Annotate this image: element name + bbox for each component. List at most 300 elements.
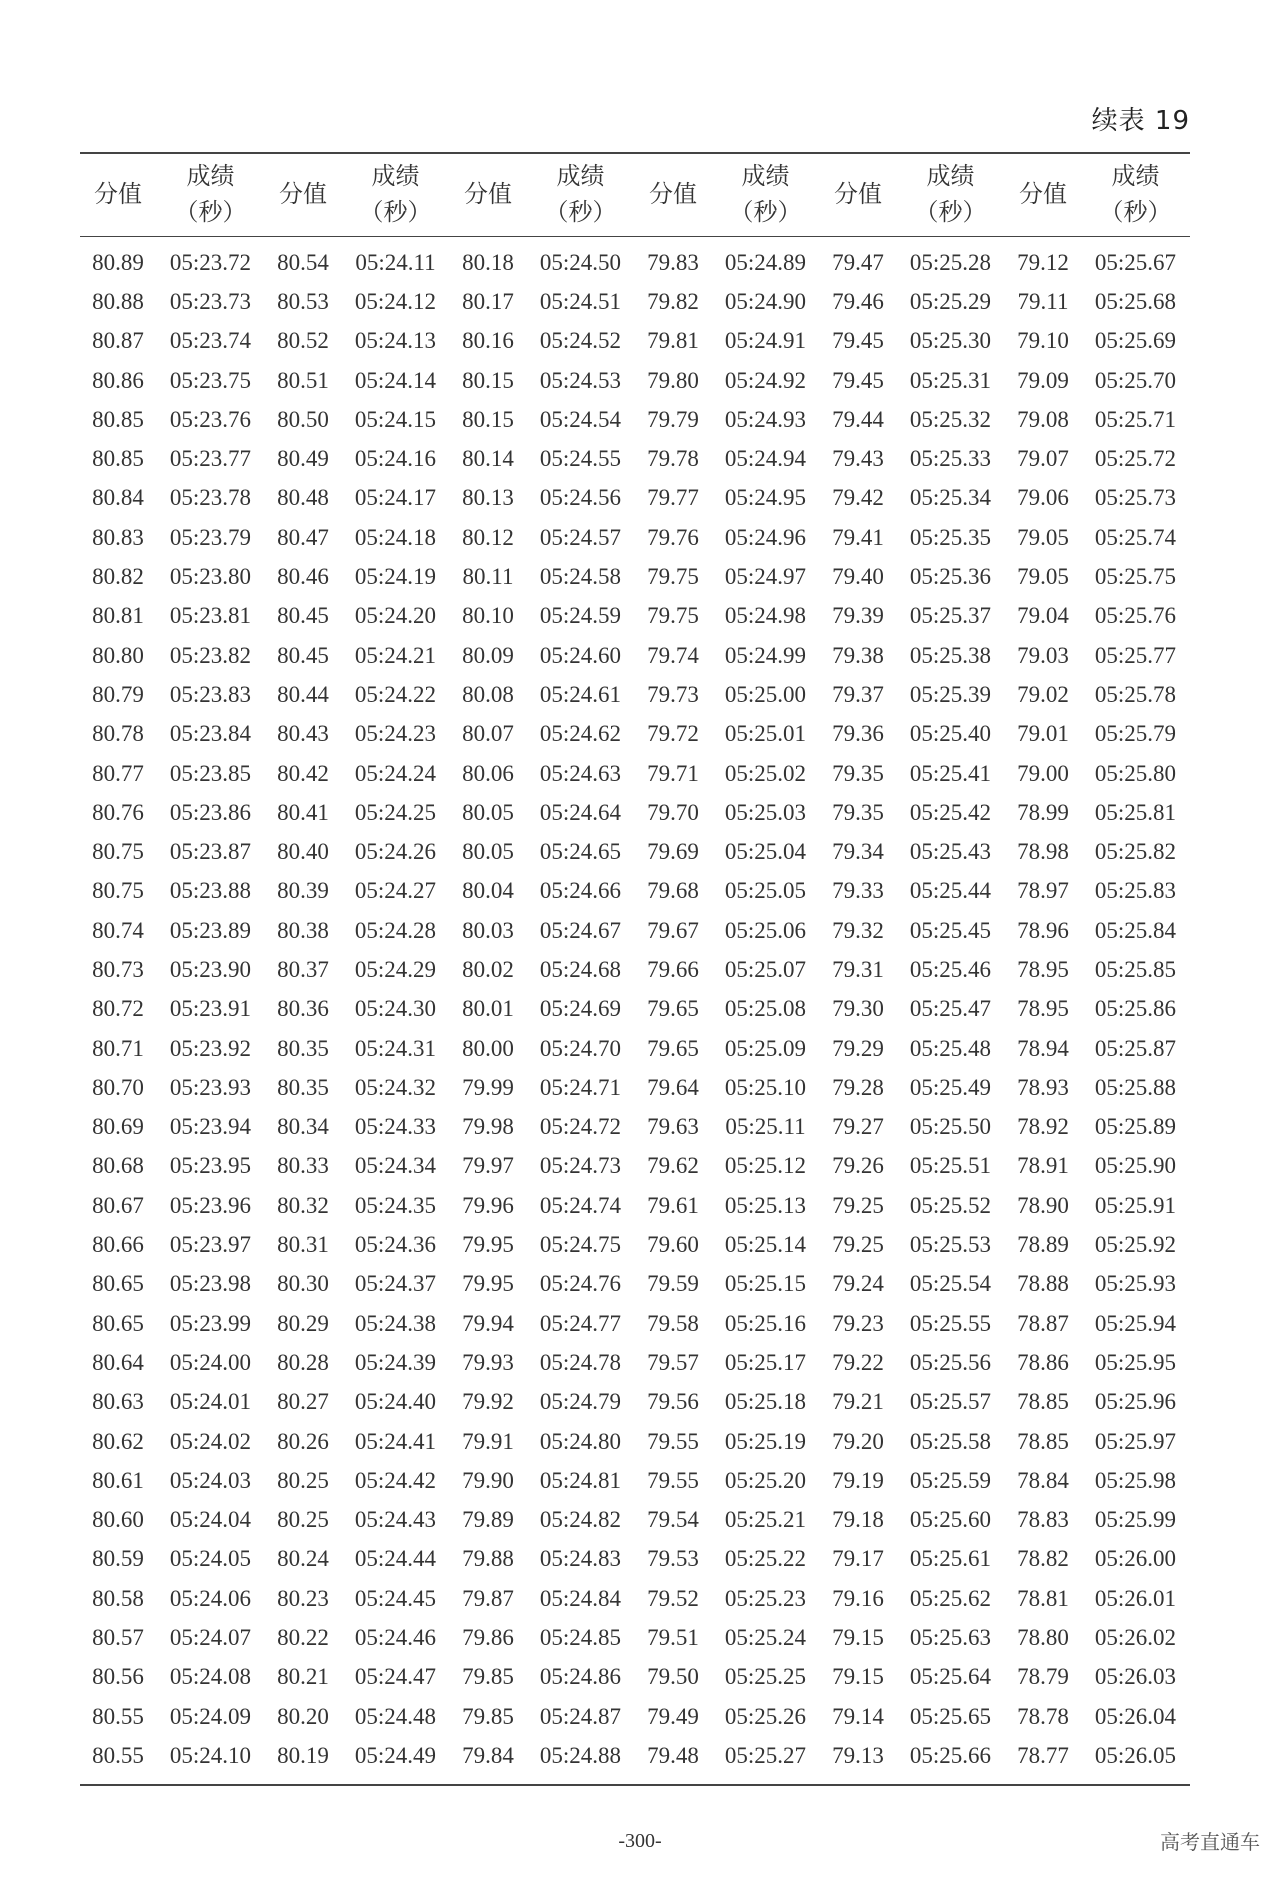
- score-cell: 80.03: [462, 917, 514, 943]
- score-cell: 78.82: [1017, 1546, 1069, 1572]
- score-cell: 79.52: [647, 1585, 699, 1611]
- score-cell: 80.15: [462, 406, 514, 432]
- score-cell: 79.46: [832, 288, 884, 314]
- time-cell: 05:24.02: [169, 1428, 252, 1454]
- score-cell: 79.73: [647, 681, 699, 707]
- score-cell: 78.85: [1017, 1428, 1069, 1454]
- time-cell: 05:25.10: [724, 1074, 807, 1100]
- time-cell: 05:25.33: [909, 446, 992, 472]
- time-cell: 05:24.96: [724, 524, 807, 550]
- score-cell: 78.86: [1017, 1349, 1069, 1375]
- score-cell: 80.46: [277, 564, 329, 590]
- score-cell: 79.15: [832, 1625, 884, 1651]
- time-cell: 05:23.89: [169, 917, 252, 943]
- time-cell: 05:25.30: [909, 328, 992, 354]
- time-cell: 05:26.02: [1094, 1625, 1177, 1651]
- table-row: [80, 715, 1190, 754]
- time-cell: 05:23.76: [169, 406, 252, 432]
- time-cell: 05:25.78: [1094, 681, 1177, 707]
- time-cell: 05:25.16: [724, 1310, 807, 1336]
- score-cell: 80.84: [92, 485, 144, 511]
- time-cell: 05:23.78: [169, 485, 252, 511]
- score-cell: 79.40: [832, 564, 884, 590]
- score-cell: 80.07: [462, 721, 514, 747]
- time-cell: 05:23.80: [169, 564, 252, 590]
- score-cell: 79.69: [647, 839, 699, 865]
- table-row: [80, 1461, 1190, 1500]
- score-cell: 80.23: [277, 1585, 329, 1611]
- time-cell: 05:25.51: [909, 1153, 992, 1179]
- table-row: [80, 1029, 1190, 1068]
- score-cell: 80.44: [277, 681, 329, 707]
- header-time: [711, 153, 820, 237]
- score-cell: 80.16: [462, 328, 514, 354]
- score-cell: 79.16: [832, 1585, 884, 1611]
- time-cell: 05:24.15: [354, 406, 437, 432]
- score-cell: 79.31: [832, 956, 884, 982]
- time-cell: 05:24.20: [354, 603, 437, 629]
- table-row: [80, 557, 1190, 596]
- time-cell: 05:24.51: [539, 288, 622, 314]
- table-row: [80, 439, 1190, 478]
- time-cell: 05:25.72: [1094, 446, 1177, 472]
- time-cell: 05:24.95: [724, 485, 807, 511]
- header-time-unit: （秒）: [914, 198, 987, 226]
- score-cell: 79.97: [462, 1153, 514, 1179]
- time-cell: 05:24.54: [539, 406, 622, 432]
- time-cell: 05:24.57: [539, 524, 622, 550]
- time-cell: 05:25.68: [1094, 288, 1177, 314]
- score-cell: 79.15: [832, 1664, 884, 1690]
- score-cell: 80.32: [277, 1192, 329, 1218]
- time-cell: 05:24.85: [539, 1625, 622, 1651]
- time-cell: 05:24.44: [354, 1546, 437, 1572]
- time-cell: 05:25.71: [1094, 406, 1177, 432]
- score-cell: 80.69: [92, 1114, 144, 1140]
- score-cell: 79.95: [462, 1232, 514, 1258]
- time-cell: 05:24.31: [354, 1035, 437, 1061]
- time-cell: 05:25.26: [724, 1703, 807, 1729]
- time-cell: 05:24.64: [539, 799, 622, 825]
- table-header-row: [80, 153, 1190, 237]
- score-table: [80, 152, 1190, 1786]
- score-cell: 79.34: [832, 839, 884, 865]
- score-cell: 80.60: [92, 1507, 144, 1533]
- score-cell: 79.44: [832, 406, 884, 432]
- time-cell: 05:24.88: [539, 1742, 622, 1768]
- score-cell: 79.55: [647, 1428, 699, 1454]
- time-cell: 05:25.74: [1094, 524, 1177, 550]
- time-cell: 05:26.03: [1094, 1664, 1177, 1690]
- header-score: 分值: [649, 180, 697, 208]
- score-cell: 79.88: [462, 1546, 514, 1572]
- time-cell: 05:24.41: [354, 1428, 437, 1454]
- score-cell: 80.55: [92, 1703, 144, 1729]
- score-cell: 80.87: [92, 328, 144, 354]
- score-cell: 79.83: [647, 249, 699, 275]
- score-cell: 79.01: [1017, 721, 1069, 747]
- time-cell: 05:24.55: [539, 446, 622, 472]
- time-cell: 05:24.35: [354, 1192, 437, 1218]
- time-cell: 05:25.86: [1094, 996, 1177, 1022]
- table-row: [80, 1265, 1190, 1304]
- score-cell: 78.87: [1017, 1310, 1069, 1336]
- score-cell: 79.22: [832, 1349, 884, 1375]
- time-cell: 05:24.49: [354, 1742, 437, 1768]
- time-cell: 05:24.78: [539, 1349, 622, 1375]
- score-cell: 80.12: [462, 524, 514, 550]
- time-cell: 05:25.58: [909, 1428, 992, 1454]
- score-cell: 80.49: [277, 446, 329, 472]
- time-cell: 05:24.67: [539, 917, 622, 943]
- time-cell: 05:23.85: [169, 760, 252, 786]
- time-cell: 05:24.27: [354, 878, 437, 904]
- score-cell: 80.05: [462, 799, 514, 825]
- time-cell: 05:24.33: [354, 1114, 437, 1140]
- time-cell: 05:24.48: [354, 1703, 437, 1729]
- score-cell: 80.08: [462, 681, 514, 707]
- time-cell: 05:24.00: [169, 1349, 252, 1375]
- score-cell: 80.88: [92, 288, 144, 314]
- score-cell: 80.70: [92, 1074, 144, 1100]
- score-cell: 79.39: [832, 603, 884, 629]
- time-cell: 05:24.68: [539, 956, 622, 982]
- header-time-label: 成绩: [1111, 162, 1160, 190]
- time-cell: 05:24.18: [354, 524, 437, 550]
- score-cell: 80.71: [92, 1035, 144, 1061]
- time-cell: 05:25.77: [1094, 642, 1177, 668]
- table-row: [80, 282, 1190, 321]
- score-cell: 79.33: [832, 878, 884, 904]
- time-cell: 05:25.84: [1094, 917, 1177, 943]
- score-cell: 79.30: [832, 996, 884, 1022]
- score-cell: 80.37: [277, 956, 329, 982]
- header-score: 分值: [279, 180, 327, 208]
- score-cell: 79.65: [647, 1035, 699, 1061]
- header-time-unit: （秒）: [174, 198, 247, 226]
- score-cell: 80.39: [277, 878, 329, 904]
- score-cell: 79.38: [832, 642, 884, 668]
- time-cell: 05:25.01: [724, 721, 807, 747]
- score-cell: 79.04: [1017, 603, 1069, 629]
- time-cell: 05:24.73: [539, 1153, 622, 1179]
- time-cell: 05:25.92: [1094, 1232, 1177, 1258]
- table-row: [80, 872, 1190, 911]
- header-time: [896, 153, 1005, 237]
- score-cell: 78.98: [1017, 839, 1069, 865]
- time-cell: 05:25.18: [724, 1389, 807, 1415]
- score-cell: 79.92: [462, 1389, 514, 1415]
- time-cell: 05:25.76: [1094, 603, 1177, 629]
- score-cell: 79.66: [647, 956, 699, 982]
- score-cell: 79.91: [462, 1428, 514, 1454]
- time-cell: 05:25.98: [1094, 1467, 1177, 1493]
- table-row: [80, 1383, 1190, 1422]
- score-cell: 79.59: [647, 1271, 699, 1297]
- time-cell: 05:24.92: [724, 367, 807, 393]
- score-cell: 79.18: [832, 1507, 884, 1533]
- score-cell: 79.09: [1017, 367, 1069, 393]
- time-cell: 05:24.98: [724, 603, 807, 629]
- table-row: [80, 361, 1190, 400]
- table-row: [80, 1343, 1190, 1382]
- time-cell: 05:25.46: [909, 956, 992, 982]
- time-cell: 05:24.47: [354, 1664, 437, 1690]
- time-cell: 05:24.07: [169, 1625, 252, 1651]
- time-cell: 05:25.82: [1094, 839, 1177, 865]
- time-cell: 05:24.76: [539, 1271, 622, 1297]
- score-cell: 79.02: [1017, 681, 1069, 707]
- score-cell: 79.78: [647, 446, 699, 472]
- time-cell: 05:24.11: [355, 249, 436, 275]
- time-cell: 05:24.34: [354, 1153, 437, 1179]
- time-cell: 05:25.79: [1094, 721, 1177, 747]
- score-cell: 78.93: [1017, 1074, 1069, 1100]
- score-cell: 80.36: [277, 996, 329, 1022]
- time-cell: 05:24.42: [354, 1467, 437, 1493]
- table-row: [80, 990, 1190, 1029]
- time-cell: 05:25.49: [909, 1074, 992, 1100]
- score-cell: 79.25: [832, 1232, 884, 1258]
- table-row: [80, 832, 1190, 871]
- time-cell: 05:25.29: [909, 288, 992, 314]
- time-cell: 05:25.65: [909, 1703, 992, 1729]
- score-cell: 79.65: [647, 996, 699, 1022]
- score-cell: 79.23: [832, 1310, 884, 1336]
- score-cell: 79.60: [647, 1232, 699, 1258]
- score-cell: 79.19: [832, 1467, 884, 1493]
- score-cell: 80.25: [277, 1467, 329, 1493]
- time-cell: 05:24.29: [354, 956, 437, 982]
- time-cell: 05:24.04: [169, 1507, 252, 1533]
- score-cell: 80.04: [462, 878, 514, 904]
- score-cell: 78.90: [1017, 1192, 1069, 1218]
- time-cell: 05:24.28: [354, 917, 437, 943]
- score-cell: 80.10: [462, 603, 514, 629]
- score-cell: 80.75: [92, 839, 144, 865]
- time-cell: 05:25.99: [1094, 1507, 1177, 1533]
- score-cell: 80.50: [277, 406, 329, 432]
- time-cell: 05:25.20: [724, 1467, 807, 1493]
- score-cell: 80.59: [92, 1546, 144, 1572]
- time-cell: 05:24.87: [539, 1703, 622, 1729]
- score-cell: 78.79: [1017, 1664, 1069, 1690]
- time-cell: 05:23.92: [169, 1035, 252, 1061]
- score-cell: 79.10: [1017, 328, 1069, 354]
- time-cell: 05:23.88: [169, 878, 252, 904]
- score-cell: 80.75: [92, 878, 144, 904]
- time-cell: 05:24.75: [539, 1232, 622, 1258]
- score-cell: 80.76: [92, 799, 144, 825]
- header-time-unit: （秒）: [1099, 198, 1172, 226]
- score-cell: 80.82: [92, 564, 144, 590]
- time-cell: 05:23.98: [169, 1271, 252, 1297]
- score-cell: 80.67: [92, 1192, 144, 1218]
- time-cell: 05:24.17: [354, 485, 437, 511]
- score-cell: 80.33: [277, 1153, 329, 1179]
- time-cell: 05:25.38: [909, 642, 992, 668]
- time-cell: 05:25.67: [1094, 249, 1177, 275]
- time-cell: 05:25.19: [724, 1428, 807, 1454]
- score-cell: 80.11: [462, 564, 514, 590]
- time-cell: 05:23.73: [169, 288, 252, 314]
- header-time-unit: （秒）: [544, 198, 617, 226]
- score-cell: 79.71: [647, 760, 699, 786]
- time-cell: 05:23.97: [169, 1232, 252, 1258]
- time-cell: 05:24.50: [539, 249, 622, 275]
- time-cell: 05:24.66: [539, 878, 622, 904]
- score-cell: 80.79: [92, 681, 144, 707]
- score-cell: 79.62: [647, 1153, 699, 1179]
- time-cell: 05:25.53: [909, 1232, 992, 1258]
- table-row: [80, 1186, 1190, 1225]
- score-cell: 79.79: [647, 406, 699, 432]
- score-cell: 79.50: [647, 1664, 699, 1690]
- time-cell: 05:25.21: [724, 1507, 807, 1533]
- time-cell: 05:25.93: [1094, 1271, 1177, 1297]
- score-cell: 80.65: [92, 1310, 144, 1336]
- time-cell: 05:24.89: [724, 249, 807, 275]
- time-cell: 05:25.56: [909, 1349, 992, 1375]
- score-cell: 80.38: [277, 917, 329, 943]
- score-cell: 79.56: [647, 1389, 699, 1415]
- time-cell: 05:25.34: [909, 485, 992, 511]
- table-row: [80, 950, 1190, 989]
- score-cell: 80.17: [462, 288, 514, 314]
- score-cell: 80.01: [462, 996, 514, 1022]
- time-cell: 05:25.64: [909, 1664, 992, 1690]
- table-row: [80, 1579, 1190, 1618]
- time-cell: 05:25.62: [909, 1585, 992, 1611]
- time-cell: 05:25.24: [724, 1625, 807, 1651]
- score-cell: 80.19: [277, 1742, 329, 1768]
- time-cell: 05:23.84: [169, 721, 252, 747]
- header-time-label: 成绩: [186, 162, 235, 190]
- time-cell: 05:25.81: [1094, 799, 1177, 825]
- table-row: [80, 1108, 1190, 1147]
- time-cell: 05:24.61: [539, 681, 622, 707]
- score-cell: 79.45: [832, 367, 884, 393]
- score-cell: 79.74: [647, 642, 699, 668]
- time-cell: 05:25.97: [1094, 1428, 1177, 1454]
- score-cell: 79.93: [462, 1349, 514, 1375]
- time-cell: 05:25.91: [1094, 1192, 1177, 1218]
- score-cell: 79.80: [647, 367, 699, 393]
- score-cell: 80.00: [462, 1035, 514, 1061]
- score-cell: 79.98: [462, 1114, 514, 1140]
- time-cell: 05:24.10: [169, 1742, 252, 1768]
- time-cell: 05:24.52: [539, 328, 622, 354]
- score-cell: 79.51: [647, 1625, 699, 1651]
- score-cell: 80.86: [92, 367, 144, 393]
- table-row: [80, 479, 1190, 518]
- score-cell: 80.53: [277, 288, 329, 314]
- table-row: [80, 754, 1190, 793]
- score-cell: 79.26: [832, 1153, 884, 1179]
- table-row: [80, 1501, 1190, 1540]
- score-cell: 80.56: [92, 1664, 144, 1690]
- time-cell: 05:25.04: [724, 839, 807, 865]
- table-row: [80, 1304, 1190, 1343]
- time-cell: 05:25.90: [1094, 1153, 1177, 1179]
- time-cell: 05:24.71: [539, 1074, 622, 1100]
- score-cell: 78.81: [1017, 1585, 1069, 1611]
- score-cell: 80.48: [277, 485, 329, 511]
- score-cell: 80.45: [277, 642, 329, 668]
- time-cell: 05:24.09: [169, 1703, 252, 1729]
- time-cell: 05:25.55: [909, 1310, 992, 1336]
- time-cell: 05:25.63: [909, 1625, 992, 1651]
- time-cell: 05:24.99: [724, 642, 807, 668]
- score-cell: 80.81: [92, 603, 144, 629]
- time-cell: 05:24.03: [169, 1467, 252, 1493]
- score-cell: 79.89: [462, 1507, 514, 1533]
- time-cell: 05:23.77: [169, 446, 252, 472]
- score-cell: 79.94: [462, 1310, 514, 1336]
- time-cell: 05:25.52: [909, 1192, 992, 1218]
- table-row: [80, 675, 1190, 714]
- time-cell: 05:24.77: [539, 1310, 622, 1336]
- score-cell: 79.12: [1017, 249, 1069, 275]
- time-cell: 05:24.63: [539, 760, 622, 786]
- time-cell: 05:24.46: [354, 1625, 437, 1651]
- time-cell: 05:25.17: [724, 1349, 807, 1375]
- score-cell: 80.45: [277, 603, 329, 629]
- score-cell: 80.43: [277, 721, 329, 747]
- time-cell: 05:24.82: [539, 1507, 622, 1533]
- score-cell: 80.05: [462, 839, 514, 865]
- score-cell: 80.20: [277, 1703, 329, 1729]
- time-cell: 05:25.43: [909, 839, 992, 865]
- score-cell: 80.83: [92, 524, 144, 550]
- time-cell: 05:25.00: [724, 681, 807, 707]
- time-cell: 05:25.05: [724, 878, 807, 904]
- time-cell: 05:24.86: [539, 1664, 622, 1690]
- table-row: [80, 1225, 1190, 1264]
- time-cell: 05:25.59: [909, 1467, 992, 1493]
- time-cell: 05:24.97: [724, 564, 807, 590]
- score-cell: 79.45: [832, 328, 884, 354]
- header-time-label: 成绩: [926, 162, 975, 190]
- time-cell: 05:25.75: [1094, 564, 1177, 590]
- score-cell: 79.67: [647, 917, 699, 943]
- time-cell: 05:24.23: [354, 721, 437, 747]
- score-cell: 78.83: [1017, 1507, 1069, 1533]
- time-cell: 05:25.23: [724, 1585, 807, 1611]
- score-cell: 80.65: [92, 1271, 144, 1297]
- time-cell: 05:23.94: [169, 1114, 252, 1140]
- score-cell: 80.51: [277, 367, 329, 393]
- score-cell: 80.61: [92, 1467, 144, 1493]
- time-cell: 05:24.38: [354, 1310, 437, 1336]
- table-row: [80, 1422, 1190, 1461]
- time-cell: 05:24.69: [539, 996, 622, 1022]
- table-row: [80, 1068, 1190, 1107]
- time-cell: 05:25.25: [724, 1664, 807, 1690]
- score-cell: 80.63: [92, 1389, 144, 1415]
- time-cell: 05:24.01: [169, 1389, 252, 1415]
- time-cell: 05:24.25: [354, 799, 437, 825]
- header-time: [156, 153, 265, 237]
- score-cell: 79.13: [832, 1742, 884, 1768]
- time-cell: 05:25.09: [724, 1035, 807, 1061]
- score-cell: 80.15: [462, 367, 514, 393]
- score-cell: 80.29: [277, 1310, 329, 1336]
- score-cell: 79.61: [647, 1192, 699, 1218]
- time-cell: 05:23.79: [169, 524, 252, 550]
- table-row: [80, 1736, 1190, 1784]
- score-cell: 80.52: [277, 328, 329, 354]
